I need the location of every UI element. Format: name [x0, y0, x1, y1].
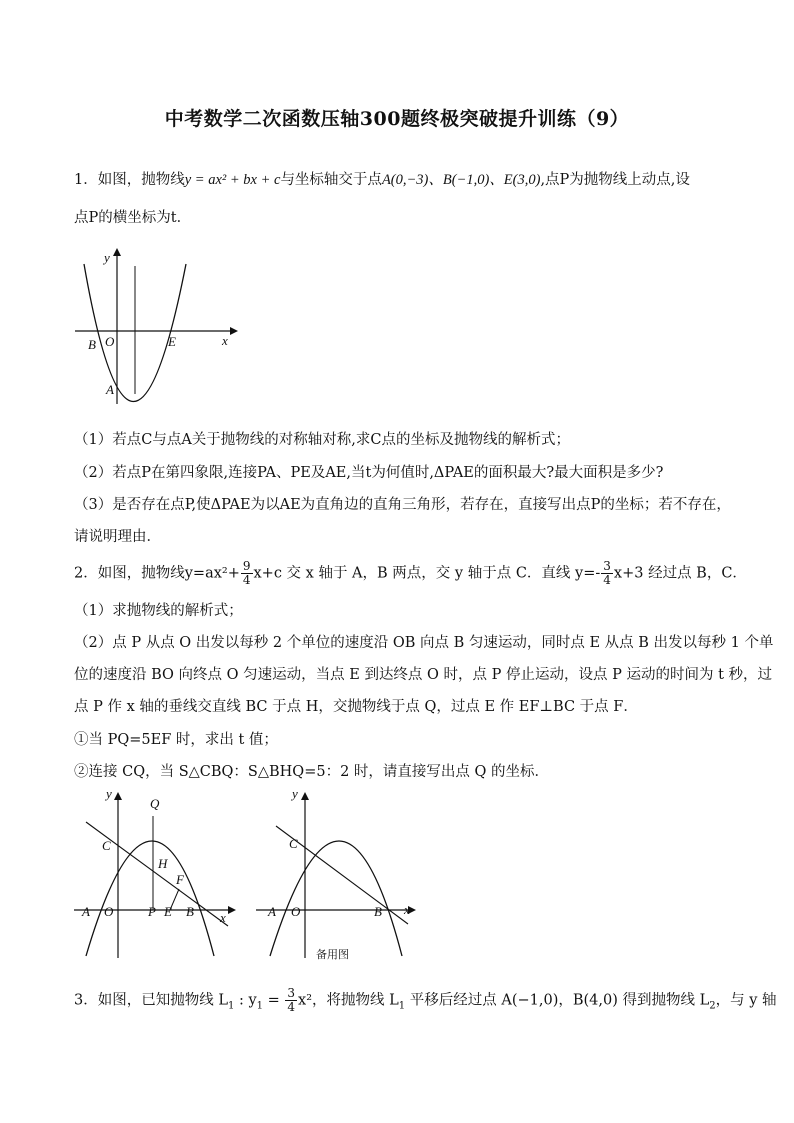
q1-text-c: ,点P为抛物线上动点,设 [540, 172, 690, 188]
q1-text-a: 1．如图，抛物线 [74, 172, 185, 188]
q1-line-2: 点P的横坐标为t． [74, 210, 192, 226]
q2-fraction-3-4: $\frac{3}{4}$ [603, 559, 611, 587]
q2b-label-c: C [289, 836, 298, 851]
q2-text-b: x+c 交 x 轴于 A，B 两点，交 y 轴于点 C．直线 y=- [253, 565, 601, 582]
q2-sub-1: ①当 PQ=5EF 时，求出 t 值； [74, 732, 278, 748]
q2-label-e: E [164, 904, 172, 919]
q2-label-p: P [148, 904, 156, 919]
q1-parabola-figure [70, 244, 245, 414]
q1-part-2: （2）若点P在第四象限,连接PA、PE及AE,当t为何值时,ΔPAE的面积最大?最大面积是多少? [74, 465, 664, 481]
q2-fraction-9-4: $\frac{9}{4}$ [242, 559, 251, 587]
q2b-label-x: x [404, 902, 410, 917]
q2-part-2-line-2: 位的速度沿 BO 向终点 O 匀速运动，当点 E 到达终点 O 时，点 P 停止运动，设点 P 运动的时间为 t 秒，过 [74, 667, 773, 683]
q2b-parabola-curve [270, 841, 402, 956]
q1-label-x: x [222, 333, 228, 348]
q2-y-arrow-icon [114, 792, 122, 800]
q2b-label-y: y [292, 786, 298, 801]
q3-line-1: 3．如图，已知抛物线 $L_1$ : $y_1$ = $\frac{3}{4}$ x²，将抛物线 $L_1$ 平移后经过点 A(−1,0)，B(4,0) 得到抛物线 $L_2$，与 y 轴 [74, 986, 777, 1014]
q1-part-3-line-1: （3）是否存在点P,使ΔPAE为以AE为直角边的直角三角形，若存在，直接写出点P的坐标；若不存在， [74, 497, 731, 513]
q1-label-y: y [104, 250, 110, 265]
q2-sub-2: ②连接 CQ，当 S△CBQ：S△BHQ=5：2 时，请直接写出点 Q 的坐标． [74, 764, 550, 780]
q2-x-arrow-icon [228, 906, 236, 914]
q2-label-c: C [102, 838, 111, 853]
q2-label-q: Q [150, 796, 160, 811]
q2-part-1: （1）求抛物线的解析式； [74, 603, 243, 619]
q2b-label-b: B [374, 904, 382, 919]
q2-main-figure [72, 786, 247, 964]
q1-label-b: B [88, 337, 96, 352]
page-title: 中考数学二次函数压轴300题终极突破提升训练（9） [164, 108, 630, 130]
q1-text-b: 与坐标轴交于点 [280, 172, 382, 188]
q2-text-a: 2．如图，抛物线y=ax²+ [74, 565, 240, 582]
q2b-caption: 备用图 [316, 948, 349, 961]
q2-label-y: y [106, 786, 112, 801]
q2b-label-a: A [268, 904, 276, 919]
q3-fraction-3-4: $\frac{3}{4}$ [287, 986, 296, 1014]
q1-part-3-line-2: 请说明理由． [74, 529, 161, 545]
q2-label-x: x [220, 910, 226, 925]
q1-line-1 [74, 170, 724, 190]
q1-label-a: A [106, 382, 114, 397]
q1-label-e: E [168, 334, 176, 349]
q2-label-a: A [82, 904, 90, 919]
q1-x-arrow-icon [230, 327, 238, 335]
q1-label-o: O [105, 334, 115, 349]
q1-part-1: （1）若点C与点A关于抛物线的对称轴对称,求C点的坐标及抛物线的解析式； [74, 432, 570, 448]
q2-line-1 [74, 559, 747, 587]
q2-spare-figure [254, 786, 429, 964]
q1-equation: y = ax² + bx + c [184, 172, 281, 188]
q1-points: A(0,−3)、B(−1,0)、E(3,0) [381, 172, 541, 188]
q2-part-2-line-3: 点 P 作 x 轴的垂线交直线 BC 于点 H，交抛物线于点 Q，过点 E 作 EF⊥BC 于点 F． [74, 699, 638, 715]
q2-label-f: F [176, 872, 184, 887]
q1-y-arrow-icon [113, 248, 121, 256]
q2-part-2-line-1: （2）点 P 从点 O 出发以每秒 2 个单位的速度沿 OB 向点 B 匀速运动，同时点 E 从点 B 出发以每秒 1 个单 [74, 635, 774, 651]
q2-text-c: x+3 经过点 B，C． [613, 565, 747, 582]
q2-label-h: H [158, 856, 168, 871]
q2-label-o: O [104, 904, 114, 919]
q2-parabola-curve [86, 841, 214, 956]
q2b-y-arrow-icon [301, 792, 309, 800]
q2b-label-o: O [291, 904, 301, 919]
q2-label-b: B [186, 904, 194, 919]
